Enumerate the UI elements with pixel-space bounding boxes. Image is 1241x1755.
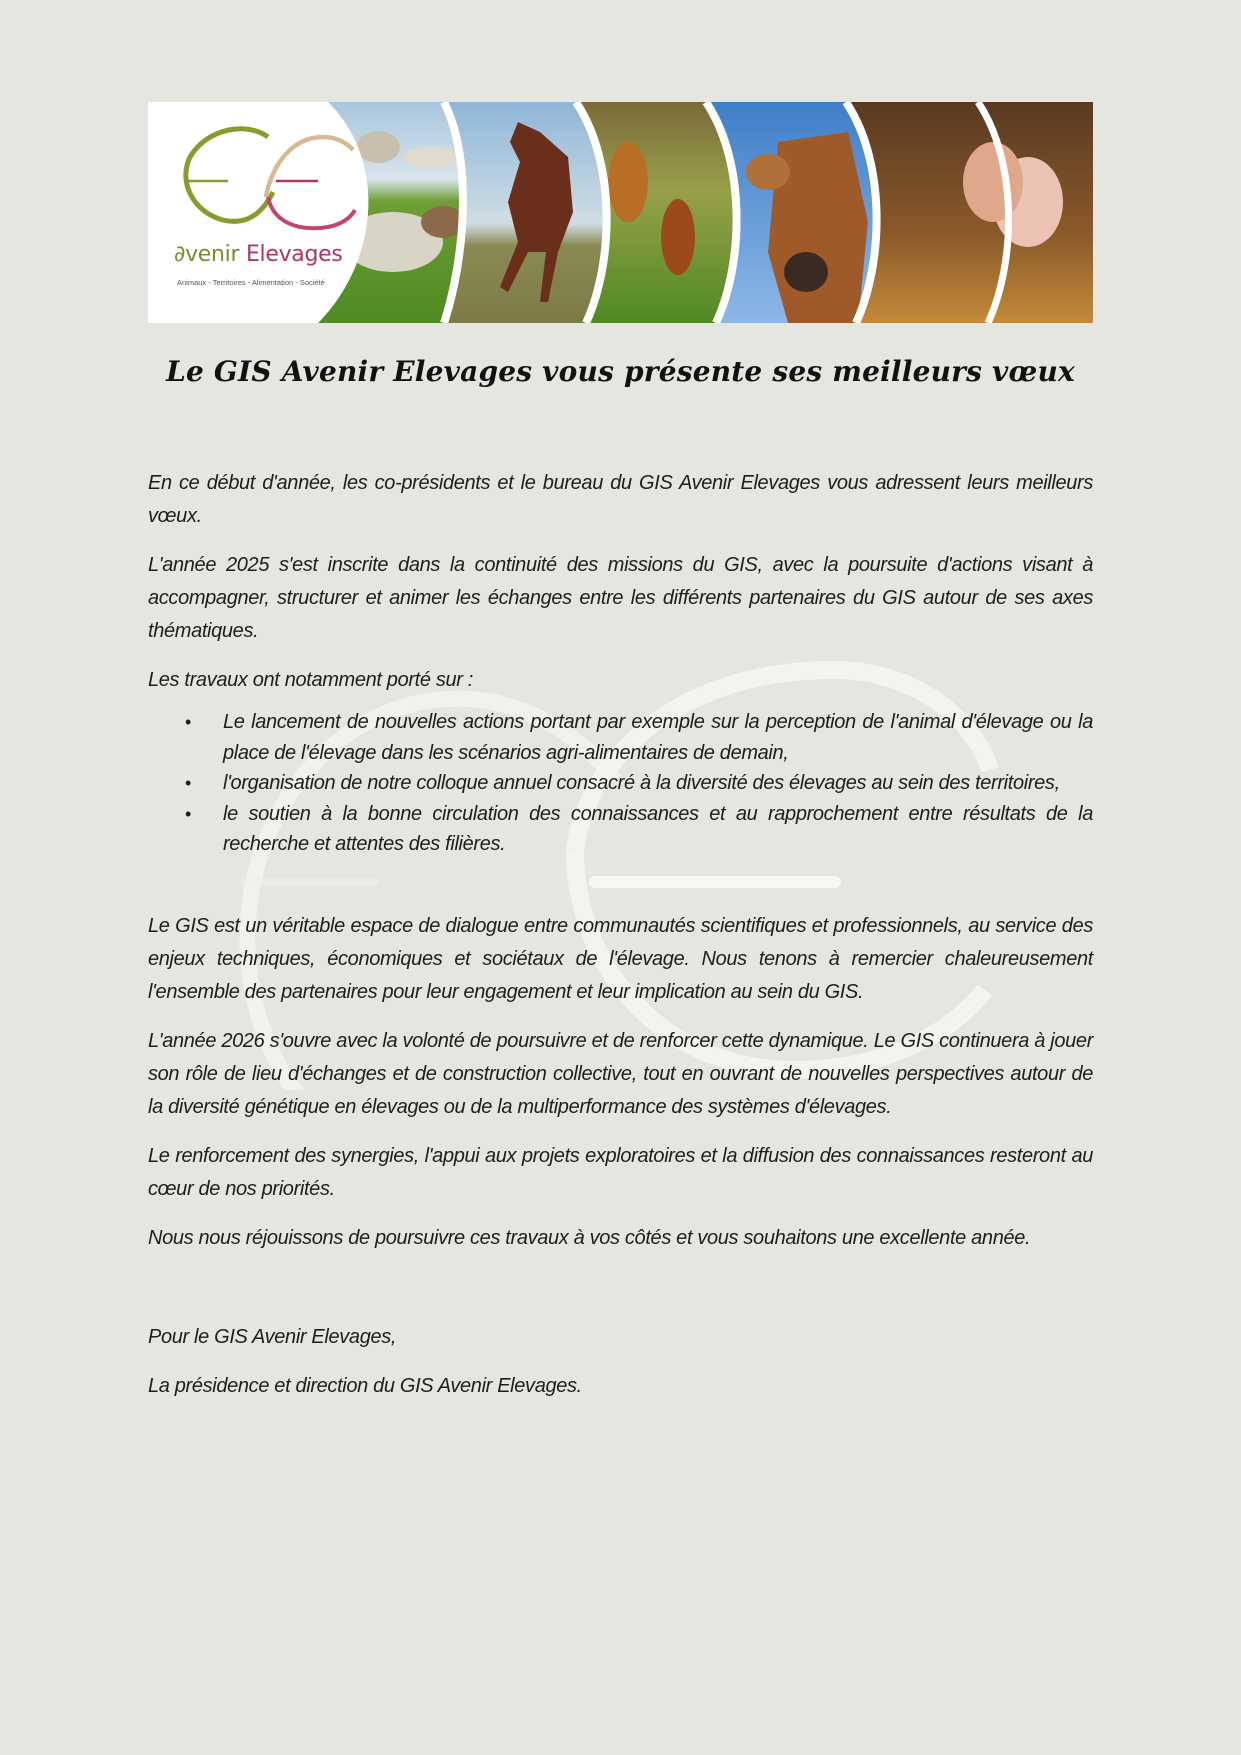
- paragraph-closing: Nous nous réjouissons de poursuivre ces travaux à vos côtés et vous souhaitons une excellente année.: [148, 1226, 1031, 1249]
- list-item: • le soutien à la bonne circulation des connaissances et au rapprochement entre résultats de la recherche et attentes des filières.: [223, 799, 1093, 860]
- paragraph-greeting: En ce début d'année, les co-présidents et le bureau du GIS Avenir Elevages vous adressent leurs meilleurs vœux.: [148, 472, 1093, 527]
- paragraph-priorities: Le renforcement des synergies, l'appui aux projets exploratoires et la diffusion des connaissances resteront au cœur de nos priorités.: [148, 1144, 1093, 1200]
- signature-line-2: La présidence et direction du GIS Avenir Elevages.: [148, 1374, 582, 1397]
- logo-tagline: Animaux - Territoires - Alimentation - Société: [177, 278, 325, 287]
- paragraph-dialogue: Le GIS est un véritable espace de dialogue entre communautés scientifiques et professionnels, au service des enjeux techniques, économiques et sociétaux de l'élevage. Nous tenons à remercier chaleureusement l'ensemble des partenaires pour leur engagement et leur implication au sein du GIS.: [148, 914, 1093, 1003]
- document-body: [148, 467, 1093, 1419]
- bullet-icon: •: [185, 773, 191, 793]
- spacer: [148, 1271, 1093, 1321]
- bullet-icon: •: [185, 803, 191, 824]
- paragraph-travaux-intro: Les travaux ont notamment porté sur :: [148, 669, 473, 691]
- work-list: [148, 707, 1093, 860]
- header-banner: [148, 102, 1093, 323]
- document-title: Le GIS Avenir Elevages vous présente ses meilleurs vœux: [166, 355, 1075, 388]
- banner-photos: [148, 102, 1093, 323]
- signature-line-1: Pour le GIS Avenir Elevages,: [148, 1325, 397, 1348]
- list-item: • l'organisation de notre colloque annuel consacré à la diversité des élevages au sein des territoires,: [223, 768, 1093, 799]
- logo-wordmark: ∂venir Elevages: [174, 242, 343, 267]
- paragraph-2026: L'année 2026 s'ouvre avec la volonté de poursuivre et de renforcer cette dynamique. Le GIS continuera à jouer son rôle de lieu d'échanges et de construction collective, tout en ouvrant de nouvelles perspectives autour de la diversité génétique en élevages ou de la multiperformance des systèmes d'élevages.: [148, 1029, 1093, 1118]
- bullet-icon: •: [185, 712, 191, 732]
- list-item: • Le lancement de nouvelles actions portant par exemple sur la perception de l'animal d'élevage ou la place de l'élevage dans les scénarios agri-alimentaires de demain,: [223, 707, 1093, 768]
- paragraph-2025: L'année 2025 s'est inscrite dans la continuité des missions du GIS, avec la poursuite d'actions visant à accompagner, structurer et animer les échanges entre les différents partenaires du GIS autour de ses axes thématiques.: [148, 554, 1093, 642]
